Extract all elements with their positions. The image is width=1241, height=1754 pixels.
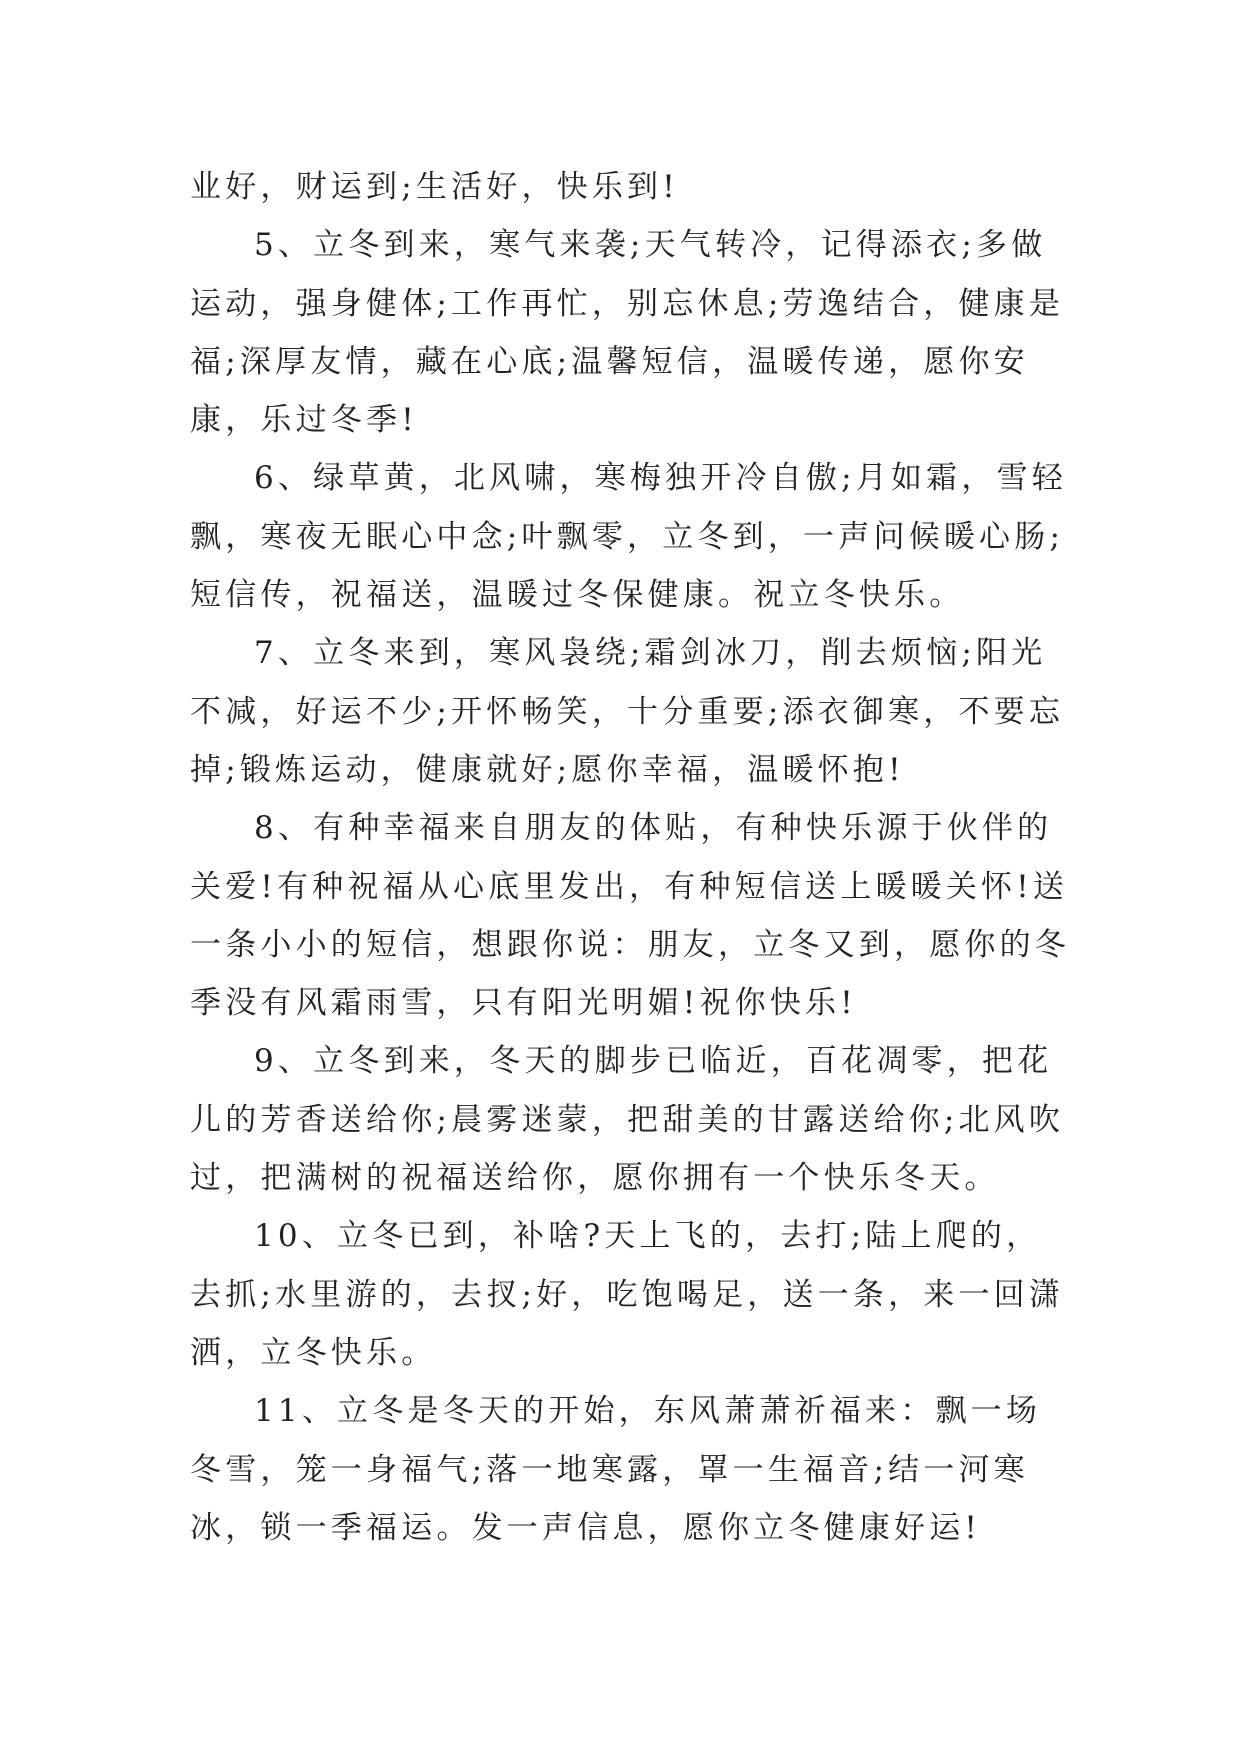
paragraph-item-6: 6、绿草黄，北风啸，寒梅独开冷自傲;月如霜，雪轻飘，寒夜无眠心中念;叶飘零，立冬到，一声问候暖心肠;短信传，祝福送，温暖过冬保健康。祝立冬快乐。 [190, 460, 1067, 614]
paragraph-item-7: 7、立冬来到，寒风袅绕;霜剑冰刀，削去烦恼;阳光不减，好运不少;开怀畅笑，十分重要;添衣御寒，不要忘掉;锻炼运动，健康就好;愿你幸福，温暖怀抱! [190, 635, 1065, 788]
paragraph-item-11: 11、立冬是冬天的开始，东风萧萧祈福来：飘一场冬雪，笼一身福气;落一地寒露，罩一生福音;结一河寒冰，锁一季福运。发一声信息，愿你立冬健康好运! [190, 1393, 1042, 1546]
paragraph-item-5: 5、立冬到来，寒气来袭;天气转冷，记得添衣;多做运动，强身健体;工作再忙，别忘休息;劳逸结合，健康是福;深厚友情，藏在心底;温馨短信，温暖传递，愿你安康，乐过冬季! [190, 227, 1065, 439]
document-body [190, 158, 1070, 1557]
paragraph-continuation: 业好，财运到;生活好，快乐到! [190, 169, 679, 205]
paragraph-item-10: 10、立冬已到，补啥?天上飞的，去打;陆上爬的，去抓;水里游的，去扠;好，吃饱喝足，送一条，来一回潇洒，立冬快乐。 [190, 1218, 1065, 1371]
paragraph-item-8: 8、有种幸福来自朋友的体贴，有种快乐源于伙伴的关爱!有种祝福从心底里发出，有种短信送上暖暖关怀!送一条小小的短信，想跟你说：朋友，立冬又到，愿你的冬季没有风霜雨雪，只有阳光明媚!祝你快乐! [190, 810, 1070, 1022]
paragraph-item-9: 9、立冬到来，冬天的脚步已临近，百花凋零，把花儿的芳香送给你;晨雾迷蒙，把甜美的甘露送给你;北风吹过，把满树的祝福送给你，愿你拥有一个快乐冬天。 [190, 1043, 1065, 1197]
